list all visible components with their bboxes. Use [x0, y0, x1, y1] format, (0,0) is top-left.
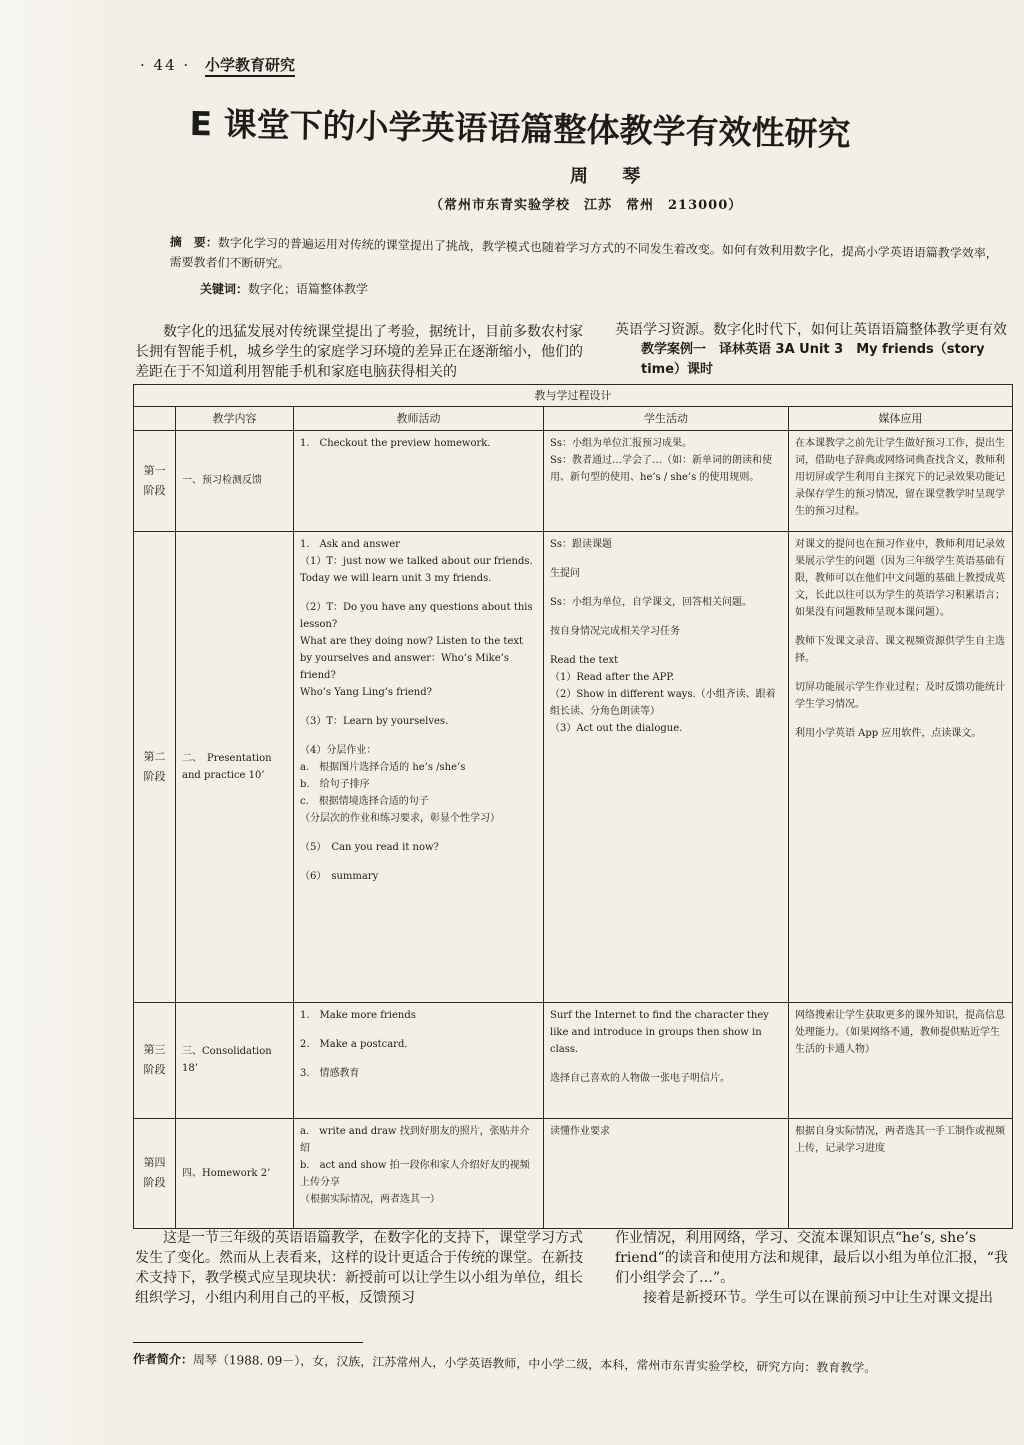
outro-right-column: [615, 1228, 1015, 1308]
cell-line: （3）Act out the dialogue.: [550, 722, 683, 734]
cell-line: （6） summary: [300, 870, 379, 882]
footnote-rule: [133, 1342, 363, 1343]
keywords-text: 数字化；语篇整体教学: [248, 282, 369, 296]
cell-spacer: [300, 1053, 537, 1065]
media-cell: [789, 431, 1013, 531]
student-cell: [544, 431, 789, 531]
cell-line: Ss：小组为单位汇报预习成果。: [550, 438, 692, 450]
cell-line: （根据实际情况，两者选其一）: [300, 1193, 440, 1205]
cell-spacer: [550, 553, 782, 565]
footnote-label: 作者简介：: [132, 1351, 193, 1367]
cell-line: （1）T：just now we talked about our friends. Today we will learn unit 3 my friends.: [300, 555, 536, 584]
outro-right-text-1: 作业情况，利用网络，学习、交流本课知识点“he’s, she’s friend”的读音和使用方法和规律，最后以小组为单位汇报，“我们小组学会了…”。: [615, 1230, 1008, 1286]
cell-line: Surf the Internet to find the character they like and introduce in groups then show in class.: [550, 1010, 773, 1056]
cell-spacer: [795, 667, 1006, 679]
cell-line: What are they doing now? Listen to the text by yourselves and answer：Who’s Mike’s friend?: [300, 635, 527, 681]
cell-line: （4）分层作业：: [300, 744, 377, 756]
teaching-case-heading: 教学案例一 译林英语 3A Unit 3 My friends（story time）课时: [641, 342, 985, 377]
outro-right-text-2: 接着是新授环节。学生可以在课前预习中让生对课文提出: [643, 1290, 993, 1306]
cell-line: Ss：小组为单位，自学课文，回答相关问题。: [550, 596, 752, 608]
cell-line: （2）Show in different ways.（小组齐读、跟着组长读、分角色朗读等）: [550, 688, 776, 717]
author-bio-footnote: [133, 1350, 1023, 1379]
cell-line: a. write and draw 找到好朋友的照片，张贴并介绍: [300, 1125, 530, 1154]
student-cell: [544, 1003, 789, 1118]
cell-line: a. 根据图片选择合适的 he’s /she’s: [300, 761, 466, 773]
student-cell: [544, 1118, 789, 1228]
table-row: [134, 1118, 1013, 1228]
stage-cell: 第四阶段: [134, 1118, 176, 1228]
abstract-label: 摘 要：: [169, 234, 218, 250]
cell-spacer: [550, 640, 782, 652]
running-header: [140, 54, 295, 75]
student-cell: [544, 531, 789, 1003]
cell-spacer: [300, 827, 537, 839]
cell-line: 3. 情感教育: [300, 1068, 360, 1080]
cell-line: （3）T：Learn by yourselves.: [300, 715, 449, 727]
cell-line: c. 根据情境选择合适的句子: [300, 795, 429, 807]
cell-spacer: [300, 1024, 537, 1036]
cell-line: 教师下发课文录音、课文视频资源供学生自主选择。: [795, 635, 1005, 664]
cell-line: 在本课教学之前先让学生做好预习工作，提出生词，借助电子辞典或网络词典查找含义，教师利用切屏或学生利用自主探究下的记录效果功能记录保存学生的预习情况，留在课堂教学时呈现学生的预习过程。: [795, 438, 1005, 518]
intro-right-column: [615, 320, 1015, 380]
media-cell: [789, 1118, 1013, 1228]
header-teacher: 教师活动: [294, 407, 544, 431]
cell-line: 2. Make a postcard.: [300, 1039, 408, 1051]
cell-spacer: [300, 701, 537, 713]
abstract-text: 数字化学习的普遍运用对传统的课堂提出了挑战，教学模式也随着学习方式的不同发生着改变。如何有效利用数字化，提高小学英语语篇教学效率，需要教者们不断研究。: [169, 235, 998, 271]
cell-line: 选择自己喜欢的人物做一张电子明信片。: [550, 1073, 730, 1085]
stage-cell: 第一阶段: [134, 431, 176, 531]
cell-line: 读懂作业要求: [550, 1125, 610, 1137]
cell-line: （1）Read after the APP.: [550, 671, 675, 683]
content-cell: 一、预习检测反馈: [176, 431, 294, 531]
cell-spacer: [795, 621, 1006, 633]
header-content: 教学内容: [176, 407, 294, 431]
lesson-design-table: [133, 384, 1013, 1229]
cell-line: 对课文的提问也在预习作业中，教师利用记录效果展示学生的问题（因为三年级学生英语基础有限，教师可以在他们中文问题的基础上教授成英文，长此以往可以为学生的英语学习积累语言；如果没有问题教师呈现本课问题）。: [795, 538, 1005, 618]
cell-line: 按自身情况完成相关学习任务: [550, 625, 680, 637]
cell-line: b. act and show 拍一段你和家人介绍好友的视频上传分享: [300, 1159, 530, 1188]
cell-line: Who’s Yang Ling’s friend?: [300, 686, 433, 698]
cell-spacer: [550, 611, 782, 623]
outro-left-column: 这是一节三年级的英语语篇教学，在数字化的支持下，课堂学习方式发生了变化。然而从上表看来，这样的设计更适合于传统的课堂。在新技术支持下，教学模式应呈现块状：新授前可以让学生以小组为单位，组长组织学习，小组内利用自己的平板，反馈预习: [135, 1230, 583, 1306]
cell-line: b. 给句子排序: [300, 778, 370, 790]
header-student: 学生活动: [544, 407, 789, 431]
cell-line: 根据自身实际情况，两者选其一手工制作或视频上传，记录学习进度: [795, 1125, 1005, 1154]
cell-spacer: [300, 730, 537, 742]
cell-spacer: [795, 713, 1006, 725]
page-gutter-shadow: [0, 0, 110, 1445]
article-title: E 课堂下的小学英语语篇整体教学有效性研究: [189, 103, 851, 154]
header-media: 媒体应用: [789, 407, 1013, 431]
abstract: [169, 232, 1009, 284]
teacher-cell: [294, 531, 544, 1003]
teacher-cell: [294, 1118, 544, 1228]
stage-cell: 第三阶段: [134, 1003, 176, 1118]
cell-line: （2）T：Do you have any questions about this lesson?: [300, 601, 536, 630]
teacher-cell: [294, 1003, 544, 1118]
header-stage: [134, 407, 176, 431]
content-cell: 三、Consolidation 18’: [176, 1003, 294, 1118]
article-author: 周 琴: [570, 166, 655, 187]
footnote-text: 周琴（1988. 09－），女，汉族，江苏常州人，小学英语教师，中小学二级，本科，常州市东青实验学校，研究方向：教育教学。: [192, 1352, 877, 1376]
intro-left-column: 数字化的迅猛发展对传统课堂提出了考验，据统计，目前多数农村家长拥有智能手机，城乡学生的家庭学习环境的差异正在逐渐缩小，他们的差距在于不知道利用智能手机和家庭电脑获得相关的: [135, 324, 583, 380]
cell-line: Ss：教者通过…学会了…（如：新单词的朗读和使用、新句型的使用、he’s / she’s 的使用规则。: [550, 455, 772, 484]
cell-line: 利用小学英语 App 应用软件，点读课文。: [795, 727, 982, 739]
cell-line: 1. Ask and answer: [300, 538, 400, 550]
cell-spacer: [300, 856, 537, 868]
stage-cell: 第二阶段: [134, 531, 176, 1003]
cell-line: 网络搜索让学生获取更多的课外知识，提高信息处理能力。（如果网络不通，教师提供贴近学生生活的卡通人物）: [795, 1010, 1005, 1056]
table-row: [134, 531, 1013, 1003]
cell-line: 生提问: [550, 567, 580, 579]
table-caption: 教与学过程设计: [134, 385, 1013, 407]
cell-spacer: [550, 1058, 782, 1070]
media-cell: [789, 531, 1013, 1003]
table-row: [134, 1003, 1013, 1118]
cell-spacer: [300, 587, 537, 599]
content-cell: 四、Homework 2’: [176, 1118, 294, 1228]
cell-line: Ss：跟读课题: [550, 538, 612, 550]
author-affiliation: （常州市东青实验学校 江苏 常州 213000）: [430, 198, 743, 213]
cell-line: 切屏功能展示学生作业过程；及时反馈功能统计学生学习情况。: [795, 681, 1005, 710]
keywords-label: 关键词：: [200, 282, 249, 296]
cell-line: （分层次的作业和练习要求，彰显个性学习）: [300, 812, 500, 824]
intro-right-text: 英语学习资源。数字化时代下，如何让英语语篇整体教学更有效: [615, 322, 1007, 338]
table-row: [134, 431, 1013, 531]
journal-name: 小学教育研究: [205, 56, 295, 77]
page-number: · 44 ·: [140, 56, 191, 74]
teacher-cell: [294, 431, 544, 531]
cell-line: 1. Make more friends: [300, 1010, 416, 1022]
content-cell: 二、 Presentation and practice 10’: [176, 531, 294, 1003]
cell-line: （5） Can you read it now?: [300, 841, 439, 853]
cell-line: 1. Checkout the preview homework.: [300, 438, 491, 450]
cell-line: Read the text: [550, 654, 619, 666]
keywords: [200, 280, 368, 297]
cell-spacer: [550, 582, 782, 594]
media-cell: [789, 1003, 1013, 1118]
